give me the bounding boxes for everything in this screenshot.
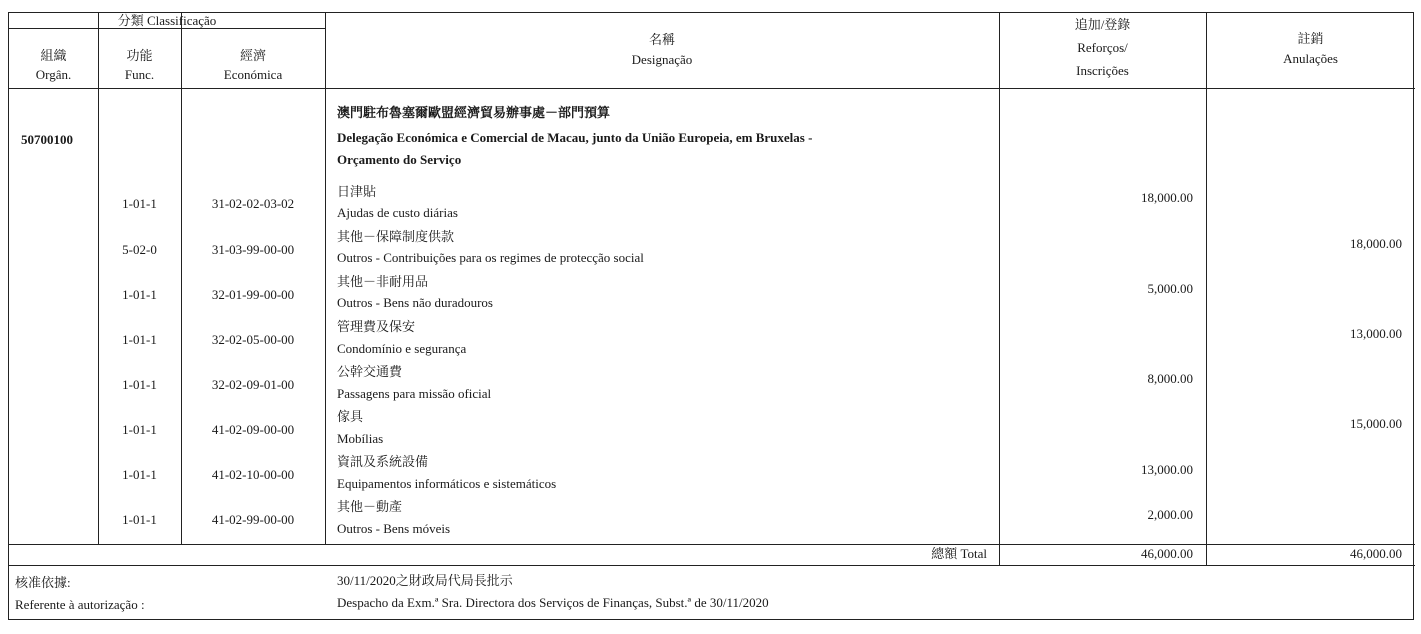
header-econ-zh: 經濟 [239, 48, 266, 63]
footer-text-pt: Despacho da Exm.ª Sra. Directora dos Serviços de Finanças, Subst.ª de 30/11/2020 [337, 595, 769, 610]
row-func: 1-01-1 [122, 332, 157, 347]
budget-table [8, 12, 1414, 620]
header-cancel-pt: Anulações [1283, 51, 1338, 66]
row-func: 1-01-1 [122, 467, 157, 482]
row-reinforce: 18,000.00 [1141, 190, 1193, 205]
row-name-pt: Condomínio e segurança [337, 341, 467, 356]
row-reinforce: 13,000.00 [1141, 462, 1193, 477]
organ-name-pt-line2: Orçamento do Serviço [337, 152, 462, 167]
header-organ-pt: Orgân. [35, 67, 72, 82]
row-name-zh: 其他－非耐用品 [337, 274, 429, 289]
row-econ: 41-02-09-00-00 [211, 422, 295, 437]
header-econ-pt: Económica [223, 67, 283, 82]
total-label: 總額 Total [931, 546, 987, 561]
row-econ: 32-02-05-00-00 [211, 332, 295, 347]
row-name-zh: 日津貼 [337, 184, 377, 199]
row-name-pt: Passagens para missão oficial [337, 386, 492, 401]
row-func: 1-01-1 [122, 196, 157, 211]
row-name-pt: Equipamentos informáticos e sistemáticos [337, 476, 557, 491]
header-classification: 分類 Classificação [117, 13, 217, 28]
header-cancel-zh: 註銷 [1297, 31, 1324, 46]
header-reinforce-pt2: Inscrições [1076, 63, 1129, 78]
row-econ: 41-02-99-00-00 [211, 512, 295, 527]
row-func: 1-01-1 [122, 377, 157, 392]
row-name-pt: Mobílias [337, 431, 384, 446]
organ-name-pt-line1: Delegação Económica e Comercial de Macau, junto da União Europeia, em Bruxelas - [337, 130, 813, 145]
row-cancel: 15,000.00 [1350, 416, 1402, 431]
total-cancel: 46,000.00 [1350, 546, 1402, 561]
header-func-pt: Func. [124, 67, 155, 82]
row-func: 1-01-1 [122, 422, 157, 437]
row-cancel: 18,000.00 [1350, 236, 1402, 251]
header-divider [9, 88, 1415, 89]
row-name-zh: 管理費及保安 [337, 319, 416, 334]
row-cancel: 13,000.00 [1350, 326, 1402, 341]
col-divider [325, 13, 326, 544]
organ-code: 50700100 [21, 132, 73, 147]
header-name-pt: Designação [631, 52, 693, 67]
row-name-zh: 資訊及系統設備 [337, 454, 429, 469]
row-func: 1-01-1 [122, 287, 157, 302]
row-reinforce: 5,000.00 [1147, 281, 1193, 296]
row-name-pt: Outros - Bens não duradouros [337, 295, 493, 310]
footer-label-zh: 核准依據: [15, 575, 71, 590]
header-reinforce-pt1: Reforços/ [1077, 40, 1128, 55]
row-name-pt: Ajudas de custo diárias [337, 205, 458, 220]
row-func: 5-02-0 [122, 242, 157, 257]
header-organ-zh: 組織 [40, 48, 67, 63]
header-name-zh: 名稱 [648, 32, 675, 47]
row-econ: 32-02-09-01-00 [211, 377, 295, 392]
row-econ: 32-01-99-00-00 [211, 287, 295, 302]
organ-name-zh: 澳門駐布魯塞爾歐盟經濟貿易辦事處－部門預算 [337, 105, 611, 120]
row-name-zh: 其他－保障制度供款 [337, 229, 455, 244]
total-reinforce: 46,000.00 [1141, 546, 1193, 561]
row-func: 1-01-1 [122, 512, 157, 527]
row-reinforce: 2,000.00 [1147, 507, 1193, 522]
col-divider [181, 13, 182, 544]
col-divider [1206, 13, 1207, 565]
header-reinforce-zh: 追加/登錄 [1074, 17, 1131, 32]
header-func-zh: 功能 [126, 48, 153, 63]
footer-text-zh: 30/11/2020之財政局代局長批示 [337, 573, 513, 588]
total-divider [9, 544, 1415, 545]
row-name-zh: 公幹交通費 [337, 364, 403, 379]
footer-divider [9, 565, 1415, 566]
row-econ: 31-02-02-03-02 [211, 196, 295, 211]
row-econ: 31-03-99-00-00 [211, 242, 295, 257]
row-reinforce: 8,000.00 [1147, 371, 1193, 386]
col-divider [98, 13, 99, 544]
row-name-pt: Outros - Contribuições para os regimes de protecção social [337, 250, 644, 265]
footer-label-pt: Referente à autorização : [15, 597, 145, 612]
row-econ: 41-02-10-00-00 [211, 467, 295, 482]
row-name-zh: 其他－動產 [337, 499, 403, 514]
row-name-pt: Outros - Bens móveis [337, 521, 451, 536]
row-name-zh: 傢具 [337, 409, 364, 424]
